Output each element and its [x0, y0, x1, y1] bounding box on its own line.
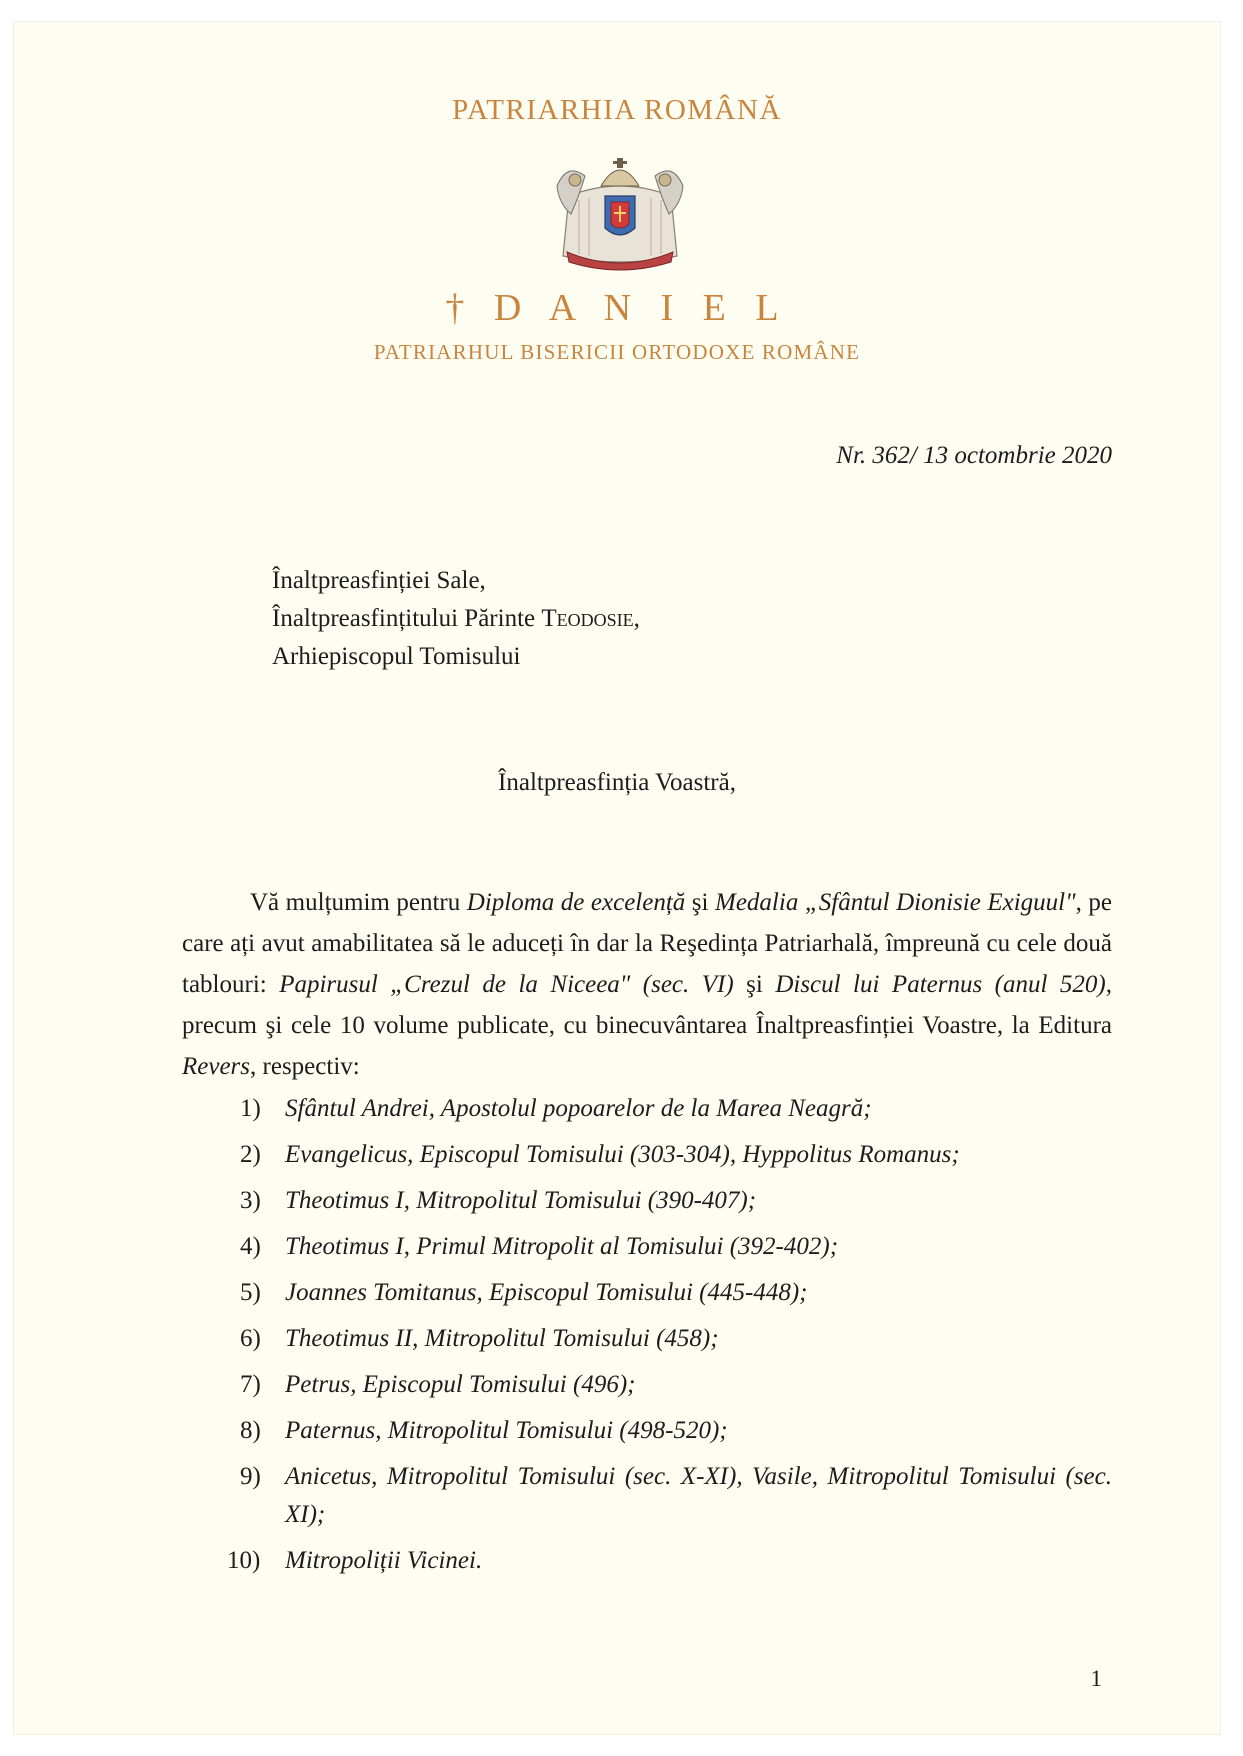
letterhead-subtitle: PATRIARHUL BISERICII ORTODOXE ROMÂNE [373, 340, 861, 364]
text-run: , respectiv: [250, 1053, 360, 1080]
list-item [182, 1090, 1112, 1128]
addressee-line-2-suffix: , [633, 605, 640, 632]
list-item-number: 5) [240, 1279, 261, 1306]
list-item [182, 1366, 1112, 1404]
list-item-text: Joannes Tomitanus, Episcopul Tomisului (445-448); [285, 1279, 808, 1306]
volume-list [182, 1090, 1112, 1580]
list-item-number: 3) [240, 1187, 261, 1214]
list-item [182, 1182, 1112, 1220]
list-item [182, 1320, 1112, 1358]
text-run: precum şi cele 10 volume publicate, cu binecuvântarea Înaltpreasfinției Voastre, la Editura [182, 1012, 1112, 1039]
text-run: Vă mulțumim pentru [250, 889, 467, 916]
list-item [182, 1136, 1112, 1174]
letter-body [182, 882, 1112, 1588]
patriarchate-coat-of-arms-icon [549, 156, 691, 272]
list-item-number: 4) [240, 1233, 261, 1260]
text-run-italic: Diploma de excelență [466, 889, 686, 916]
addressee-line-3: Arhiepiscopul Tomisului [272, 643, 521, 670]
list-item [182, 1458, 1112, 1534]
list-item-text: Sfântul Andrei, Apostolul popoarelor de la Marea Neagră; [285, 1095, 872, 1122]
list-item [182, 1274, 1112, 1312]
list-item-number: 2) [240, 1141, 261, 1168]
list-item-text: Theotimus II, Mitropolitul Tomisului (458); [285, 1325, 719, 1352]
text-run-italic: Discul lui Paternus (anul 520), [775, 971, 1112, 998]
list-item-number: 10) [227, 1547, 261, 1574]
salutation: Înaltpreasfinția Voastră, [498, 769, 736, 796]
list-item-text: Mitropoliții Vicinei. [285, 1547, 483, 1574]
list-item-number: 8) [240, 1417, 261, 1444]
addressee-block [272, 562, 640, 676]
reference-number: Nr. 362/ 13 octombrie 2020 [836, 442, 1112, 469]
list-item-number: 6) [240, 1325, 261, 1352]
patriarch-name: † D A N I E L [445, 287, 789, 329]
addressee-line-2-prefix: Înaltpreasfințitului Părinte [272, 605, 542, 632]
text-run-italic: Revers [182, 1053, 251, 1080]
list-item [182, 1228, 1112, 1266]
addressee-name: Teodosie [541, 605, 634, 632]
list-item [182, 1542, 1112, 1580]
list-item-text: Evangelicus, Episcopul Tomisului (303-304), Hyppolitus Romanus; [285, 1141, 960, 1168]
list-item-text: Theotimus I, Primul Mitropolit al Tomisului (392-402); [285, 1233, 839, 1260]
list-item-number: 9) [240, 1463, 261, 1490]
body-paragraph [182, 882, 1112, 1087]
text-run: şi [733, 971, 776, 998]
text-run: , pe care ați avut amabilitatea să le aduceți în dar la Reşedința Patriarhală, împreună cu cele două tablouri: [182, 889, 1112, 998]
list-item-text: Theotimus I, Mitropolitul Tomisului (390-407); [285, 1187, 757, 1214]
addressee-line-2 [272, 600, 640, 638]
text-run-italic: Papirusul „Crezul de la Niceea" (sec. VI) [279, 971, 734, 998]
list-item [182, 1412, 1112, 1450]
list-item-text: Paternus, Mitropolitul Tomisului (498-520); [285, 1417, 728, 1444]
text-run: şi [685, 889, 716, 916]
list-item-number: 7) [240, 1371, 261, 1398]
page-number: 1 [1090, 1666, 1102, 1691]
list-item-number: 1) [240, 1095, 261, 1122]
text-run-italic: Medalia „Sfântul Dionisie Exiguul" [715, 889, 1076, 916]
letterhead-title: PATRIARHIA ROMÂNĂ [452, 94, 782, 126]
list-item-text: Anicetus, Mitropolitul Tomisului (sec. X-XI), Vasile, Mitropolitul Tomisului (sec. XI); [285, 1463, 1112, 1528]
letter-page [14, 22, 1220, 1734]
addressee-line-1: Înaltpreasfinției Sale, [272, 567, 486, 594]
list-item-text: Petrus, Episcopul Tomisului (496); [285, 1371, 636, 1398]
